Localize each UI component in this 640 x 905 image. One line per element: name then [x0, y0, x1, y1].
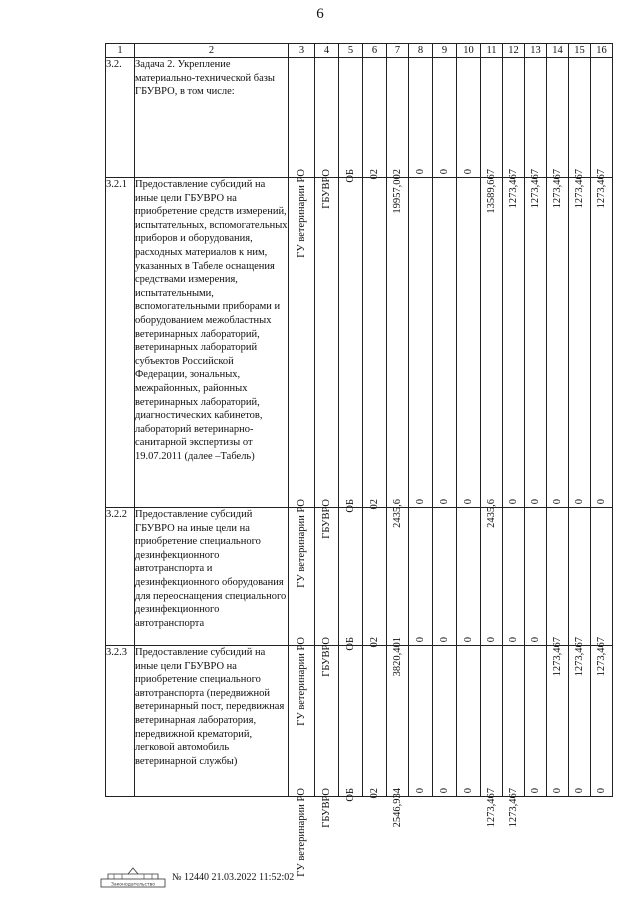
column-header-10: 10 [457, 44, 481, 58]
value-cell [591, 508, 613, 677]
value-cell [289, 178, 315, 588]
column-header-4: 4 [315, 44, 339, 58]
page-number: 6 [316, 6, 324, 22]
value-cell [409, 646, 433, 797]
cell-value: 0 [485, 637, 497, 643]
value-cell [457, 646, 481, 797]
cell-value: 1273,467 [551, 169, 563, 209]
cell-value: 02 [368, 637, 380, 648]
value-cell [481, 508, 503, 646]
cell-value: 0 [462, 499, 474, 505]
value-cell [547, 646, 569, 797]
header-row [106, 44, 613, 58]
table-row [106, 508, 613, 646]
cell-value: 0 [529, 499, 541, 505]
cell-value: 0 [507, 637, 519, 643]
cell-value: 0 [414, 788, 426, 794]
cell-value: 0 [529, 788, 541, 794]
column-header-6: 6 [363, 44, 387, 58]
column-header-1: 1 [106, 44, 135, 58]
value-cell [363, 646, 387, 797]
table-row [106, 58, 613, 178]
cell-value: ГУ ветеринарии РО [295, 169, 307, 258]
row-number: 3.2.3 [106, 646, 135, 797]
cell-value: 02 [368, 499, 380, 510]
cell-value: 1273,467 [573, 169, 585, 209]
value-cell [315, 508, 339, 677]
value-cell [569, 646, 591, 797]
cell-value: 0 [551, 788, 563, 794]
value-cell [503, 58, 525, 209]
value-cell [569, 508, 591, 677]
value-cell [591, 646, 613, 797]
value-cell [503, 646, 525, 828]
value-cell [339, 508, 363, 651]
cell-value: 0 [573, 499, 585, 505]
value-cell [409, 58, 433, 178]
column-header-15: 15 [569, 44, 591, 58]
value-cell [591, 178, 613, 508]
value-cell [481, 646, 503, 828]
cell-value: ГУ ветеринарии РО [295, 637, 307, 726]
value-cell [289, 58, 315, 258]
cell-value: 1273,467 [595, 169, 607, 209]
value-cell [387, 646, 409, 828]
cell-value: 0 [573, 788, 585, 794]
cell-value: 0 [462, 788, 474, 794]
cell-value: ГБУВРО [320, 637, 332, 677]
table-row [106, 178, 613, 508]
value-cell [591, 58, 613, 209]
cell-value: 1273,467 [507, 788, 519, 828]
cell-value: 0 [438, 637, 450, 643]
value-cell [387, 508, 409, 677]
cell-value: 0 [595, 788, 607, 794]
value-cell [387, 58, 409, 214]
value-cell [289, 508, 315, 726]
cell-value: ОБ [344, 788, 356, 802]
cell-value: 0 [595, 499, 607, 505]
value-cell [363, 58, 387, 178]
cell-value: 0 [438, 169, 450, 175]
footer-registration [100, 866, 294, 888]
value-cell [387, 178, 409, 528]
value-cell [315, 58, 339, 209]
cell-value: 1273,467 [529, 169, 541, 209]
row-number: 3.2.2 [106, 508, 135, 646]
cell-value: ГУ ветеринарии РО [295, 788, 307, 877]
value-cell [339, 646, 363, 802]
column-header-14: 14 [547, 44, 569, 58]
value-cell [363, 178, 387, 508]
cell-value: ГБУВРО [320, 788, 332, 828]
value-cell [289, 646, 315, 877]
cell-value: 02 [368, 169, 380, 180]
value-cell [547, 178, 569, 508]
value-cell [503, 178, 525, 508]
cell-value: 1273,467 [507, 169, 519, 209]
value-cell [481, 58, 503, 214]
value-cell [339, 178, 363, 513]
value-cell [339, 58, 363, 183]
column-header-12: 12 [503, 44, 525, 58]
value-cell [433, 178, 457, 508]
cell-value: 2435,6 [391, 499, 403, 528]
value-cell [525, 178, 547, 508]
value-cell [315, 646, 339, 828]
value-cell [363, 508, 387, 646]
table-row [106, 646, 613, 797]
value-cell [569, 58, 591, 209]
cell-value: 0 [414, 499, 426, 505]
value-cell [525, 646, 547, 797]
value-cell [433, 58, 457, 178]
cell-value: 0 [438, 788, 450, 794]
cell-value: 0 [507, 499, 519, 505]
value-cell [409, 178, 433, 508]
cell-value: 02 [368, 788, 380, 799]
value-cell [457, 508, 481, 646]
value-cell [409, 508, 433, 646]
row-number: 3.2.1 [106, 178, 135, 508]
row-description: Задача 2. Укрепление материально-технической базы ГБУВРО, в том числе: [135, 58, 289, 178]
row-description: Предоставление субсидий ГБУВРО на иные цели на приобретение специального дезинфекционного автотранспорта и дезинфекционного оборудования для переоснащения специального дезинфекционного автотранспорта [135, 508, 289, 646]
value-cell [315, 178, 339, 539]
cell-value: ОБ [344, 637, 356, 651]
cell-value: ОБ [344, 499, 356, 513]
row-description: Предоставление субсидий на иные цели ГБУВРО на приобретение специального автотранспорта (передвижной ветеринарный пост, передвижная ветеринарная лаборатория, передвижной крематорий, легковой автомобиль ветеринарной службы) [135, 646, 289, 797]
value-cell [525, 58, 547, 209]
cell-value: 0 [462, 169, 474, 175]
cell-value: 3820,401 [391, 637, 403, 677]
column-header-16: 16 [591, 44, 613, 58]
column-header-8: 8 [409, 44, 433, 58]
cell-value: 1273,467 [551, 637, 563, 677]
cell-value: 0 [414, 637, 426, 643]
value-cell [525, 508, 547, 646]
column-header-7: 7 [387, 44, 409, 58]
value-cell [547, 58, 569, 209]
cell-value: 2546,934 [391, 788, 403, 828]
cell-value: ГБУВРО [320, 169, 332, 209]
cell-value: 0 [438, 499, 450, 505]
row-number: 3.2. [106, 58, 135, 178]
cell-value: 0 [414, 169, 426, 175]
svg-text:Законодательство: Законодательство [110, 882, 156, 888]
value-cell [457, 178, 481, 508]
cell-value: 19957,002 [391, 169, 403, 214]
column-header-5: 5 [339, 44, 363, 58]
document-registration-number: № 12440 21.03.2022 11:52:02 [172, 871, 295, 883]
value-cell [433, 646, 457, 797]
column-header-11: 11 [481, 44, 503, 58]
cell-value: ГБУВРО [320, 499, 332, 539]
cell-value: 0 [529, 637, 541, 643]
cell-value: ОБ [344, 169, 356, 183]
value-cell [547, 508, 569, 677]
column-header-9: 9 [433, 44, 457, 58]
column-header-2: 2 [135, 44, 289, 58]
cell-value: 1273,467 [485, 788, 497, 828]
column-header-13: 13 [525, 44, 547, 58]
cell-value: 1273,467 [573, 637, 585, 677]
column-header-3: 3 [289, 44, 315, 58]
value-cell [433, 508, 457, 646]
cell-value: 2435,6 [485, 499, 497, 528]
row-description: Предоставление субсидий на иные цели ГБУВРО на приобретение средств измерений, испытательных, вспомогательных приборов и оборудования, расходных материалов к ним, указанных в Табеле оснащения средствами измерения, испытательными, вспомогательными приборами и оборудованием межобластных ветеринарных лабораторий, ветеринарных лабораторий субъектов Российской Федерации, зональных, межрайонных, районных ветеринарных лабораторий, диагностических кабинетов, лабораторий ветеринарно-санитарной экспертизы от 19.07.2011 (далее –Табель) [135, 178, 289, 508]
cell-value: ГУ ветеринарии РО [295, 499, 307, 588]
cell-value: 13589,667 [485, 169, 497, 214]
value-cell [569, 178, 591, 508]
value-cell [457, 58, 481, 178]
value-cell [481, 178, 503, 528]
cell-value: 1273,467 [595, 637, 607, 677]
cell-value: 0 [462, 637, 474, 643]
cell-value: 0 [551, 499, 563, 505]
registry-seal-icon [100, 866, 166, 888]
value-cell [503, 508, 525, 646]
